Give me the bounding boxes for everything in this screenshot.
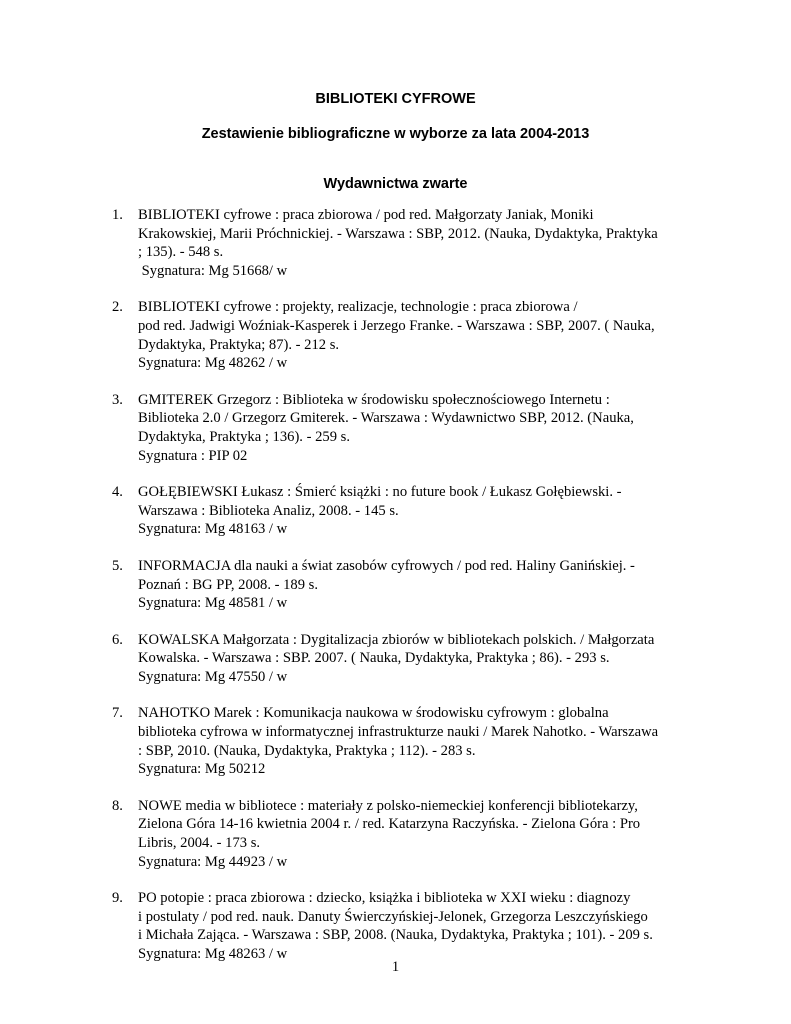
bibliography-entry bbox=[112, 889, 702, 963]
entry-signature: Sygnatura: Mg 44923 / w bbox=[138, 853, 288, 870]
entry-number: 8. bbox=[112, 797, 123, 814]
bibliography-entry bbox=[112, 631, 702, 687]
entry-text-line: BIBLIOTEKI cyfrowe : projekty, realizacje, technologie : praca zbiorowa / bbox=[138, 299, 578, 316]
bibliography-list bbox=[112, 206, 702, 964]
entry-text-line: Zielona Góra 14-16 kwietnia 2004 r. / red. Katarzyna Raczyńska. - Zielona Góra : Pro bbox=[138, 816, 641, 833]
entry-text-line: ; 135). - 548 s. bbox=[138, 244, 224, 261]
entry-text-line: GMITEREK Grzegorz : Biblioteka w środowisku społecznościowego Internetu : bbox=[138, 391, 610, 408]
entry-text-line: GOŁĘBIEWSKI Łukasz : Śmierć książki : no future book / Łukasz Gołębiewski. - bbox=[138, 484, 622, 501]
entry-text-line: INFORMACJA dla nauki a świat zasobów cyfrowych / pod red. Haliny Ganińskiej. - bbox=[138, 557, 635, 574]
entry-number: 7. bbox=[112, 705, 123, 722]
entry-number: 9. bbox=[112, 890, 123, 907]
entry-signature: Sygnatura : PIP 02 bbox=[138, 447, 248, 464]
entry-signature: Sygnatura: Mg 50212 bbox=[138, 761, 266, 778]
entry-text-line: KOWALSKA Małgorzata : Dygitalizacja zbiorów w bibliotekach polskich. / Małgorzata bbox=[138, 631, 655, 648]
entry-text-line: PO potopie : praca zbiorowa : dziecko, książka i biblioteka w XXI wieku : diagnozy bbox=[138, 890, 631, 907]
entry-text-line: i Michała Zająca. - Warszawa : SBP, 2008. (Nauka, Dydaktyka, Praktyka ; 101). - 209 s. bbox=[138, 927, 653, 944]
entry-number: 1. bbox=[112, 207, 123, 223]
bibliography-entry bbox=[112, 704, 702, 778]
entry-text-line: Kowalska. - Warszawa : SBP. 2007. ( Nauka, Dydaktyka, Praktyka ; 86). - 293 s. bbox=[138, 650, 610, 667]
entry-text-line: : SBP, 2010. (Nauka, Dydaktyka, Praktyka ; 112). - 283 s. bbox=[138, 742, 476, 759]
entry-text-line: Krakowskiej, Marii Próchnickiej. - Warszawa : SBP, 2012. (Nauka, Dydaktyka, Praktyka bbox=[138, 225, 658, 242]
section-heading: Wydawnictwa zwarte bbox=[323, 176, 468, 192]
entry-number: 4. bbox=[112, 484, 123, 501]
entry-number: 3. bbox=[112, 391, 123, 408]
entry-text-line: Dydaktyka, Praktyka ; 136). - 259 s. bbox=[138, 428, 350, 445]
entry-signature: Sygnatura: Mg 48163 / w bbox=[138, 521, 288, 538]
entry-text-line: NOWE media w bibliotece : materiały z polsko-niemeckiej konferencji bibliotekarzy, bbox=[138, 797, 638, 814]
page-number: 1 bbox=[391, 959, 400, 975]
bibliography-entry bbox=[112, 557, 702, 613]
bibliography-entry bbox=[112, 797, 702, 871]
entry-text-line: BIBLIOTEKI cyfrowe : praca zbiorowa / pod red. Małgorzaty Janiak, Moniki bbox=[138, 207, 594, 223]
bibliography-entry bbox=[112, 298, 702, 372]
entry-text-line: Dydaktyka, Praktyka; 87). - 212 s. bbox=[138, 336, 340, 353]
entry-text-line: i postulaty / pod red. nauk. Danuty Świerczyńskiej-Jelonek, Grzegorza Leszczyńskiego bbox=[138, 908, 648, 925]
document-subtitle: Zestawienie bibliograficzne w wyborze za lata 2004-2013 bbox=[201, 126, 590, 142]
entry-signature: Sygnatura: Mg 48581 / w bbox=[138, 595, 288, 612]
entry-signature: Sygnatura: Mg 48263 / w bbox=[138, 946, 288, 962]
entry-signature: Sygnatura: Mg 51668/ w bbox=[138, 262, 288, 279]
entry-number: 2. bbox=[112, 299, 123, 316]
document-title: BIBLIOTEKI CYFROWE bbox=[315, 91, 476, 107]
entry-number: 6. bbox=[112, 631, 123, 648]
entry-text-line: biblioteka cyfrowa w informatycznej infrastrukturze nauki / Marek Nahotko. - Warszawa bbox=[138, 724, 659, 741]
entry-signature: Sygnatura: Mg 48262 / w bbox=[138, 355, 288, 372]
bibliography-entry bbox=[112, 483, 702, 539]
entry-text-line: Warszawa : Biblioteka Analiz, 2008. - 145 s. bbox=[138, 502, 399, 519]
entry-number: 5. bbox=[112, 557, 123, 574]
entry-text-line: Libris, 2004. - 173 s. bbox=[138, 835, 261, 852]
entry-signature: Sygnatura: Mg 47550 / w bbox=[138, 668, 288, 685]
entry-text-line: Biblioteka 2.0 / Grzegorz Gmiterek. - Warszawa : Wydawnictwo SBP, 2012. (Nauka, bbox=[138, 410, 634, 427]
entry-text-line: NAHOTKO Marek : Komunikacja naukowa w środowisku cyfrowym : globalna bbox=[138, 705, 609, 722]
entry-text-line: Poznań : BG PP, 2008. - 189 s. bbox=[138, 576, 319, 593]
bibliography-entry bbox=[112, 206, 702, 280]
entry-text-line: pod red. Jadwigi Woźniak-Kasperek i Jerzego Franke. - Warszawa : SBP, 2007. ( Nauka, bbox=[138, 317, 655, 334]
bibliography-entry bbox=[112, 391, 702, 465]
